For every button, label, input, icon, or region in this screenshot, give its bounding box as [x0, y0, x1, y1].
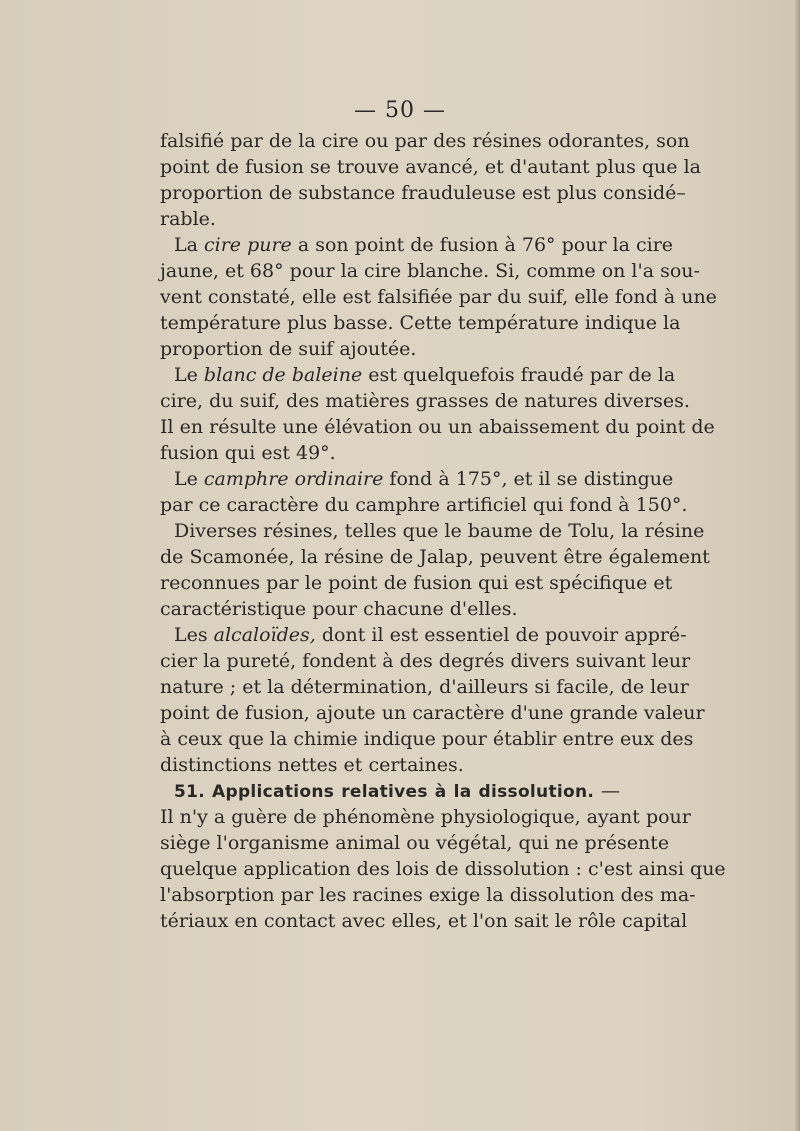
page-edge-shadow	[794, 0, 800, 1131]
text-line: point de fusion, ajoute un caractère d'une grande valeur	[160, 702, 705, 724]
text-line: tériaux en contact avec elles, et l'on sait le rôle capital	[160, 910, 688, 932]
italic-term: cire pure	[203, 234, 292, 256]
text-line: Il n'y a guère de phénomène physiologique, ayant pour	[160, 806, 691, 828]
text-line: fusion qui est 49°.	[160, 442, 336, 464]
text-line: proportion de suif ajoutée.	[160, 338, 417, 360]
italic-term: alcaloïdes,	[213, 624, 316, 646]
text-line: rable.	[160, 208, 216, 230]
section-heading: 51. Applications relatives à la dissolution. —	[174, 780, 620, 802]
text-line: cier la pureté, fondent à des degrés divers suivant leur	[160, 650, 691, 672]
text-line: Diverses résines, telles que le baume de Tolu, la résine	[174, 520, 705, 542]
text-line: l'absorption par les racines exige la dissolution des ma-	[160, 884, 696, 906]
section-title: 51. Applications relatives à la dissolution.	[174, 782, 595, 802]
text-line: de Scamonée, la résine de Jalap, peuvent être également	[160, 546, 710, 568]
text-line: vent constaté, elle est falsifiée par du suif, elle fond à une	[160, 286, 717, 308]
text-line: à ceux que la chimie indique pour établir entre eux des	[160, 728, 694, 750]
text-line: Il en résulte une élévation ou un abaissement du point de	[160, 416, 715, 438]
text-line: proportion de substance frauduleuse est plus considé–	[160, 182, 686, 204]
text-line: Les alcaloïdes, dont il est essentiel de pouvoir appré-	[174, 624, 687, 646]
text-line: reconnues par le point de fusion qui est spécifique et	[160, 572, 673, 594]
italic-term: camphre ordinaire	[203, 468, 384, 490]
italic-term: blanc de baleine	[203, 364, 363, 386]
text-line: caractéristique pour chacune d'elles.	[160, 598, 518, 620]
text-line: jaune, et 68° pour la cire blanche. Si, comme on l'a sou-	[160, 260, 700, 282]
text-line: falsifié par de la cire ou par des résines odorantes, son	[160, 130, 690, 152]
text-line: Le blanc de baleine est quelquefois fraudé par de la	[174, 364, 676, 386]
text-line: par ce caractère du camphre artificiel qui fond à 150°.	[160, 494, 688, 516]
body-text	[160, 128, 726, 934]
text-line: Le camphre ordinaire fond à 175°, et il se distingue	[174, 468, 674, 490]
text-line: distinctions nettes et certaines.	[160, 754, 464, 776]
text-line: point de fusion se trouve avancé, et d'autant plus que la	[160, 156, 701, 178]
page-number: — 50 —	[354, 98, 446, 123]
text-line: nature ; et la détermination, d'ailleurs si facile, de leur	[160, 676, 689, 698]
text-line: quelque application des lois de dissolution : c'est ainsi que	[160, 858, 726, 880]
text-line: La cire pure a son point de fusion à 76° pour la cire	[174, 234, 674, 256]
text-line: cire, du suif, des matières grasses de natures diverses.	[160, 390, 690, 412]
text-line: température plus basse. Cette température indique la	[160, 312, 681, 334]
text-line: siège l'organisme animal ou végétal, qui ne présente	[160, 832, 670, 854]
